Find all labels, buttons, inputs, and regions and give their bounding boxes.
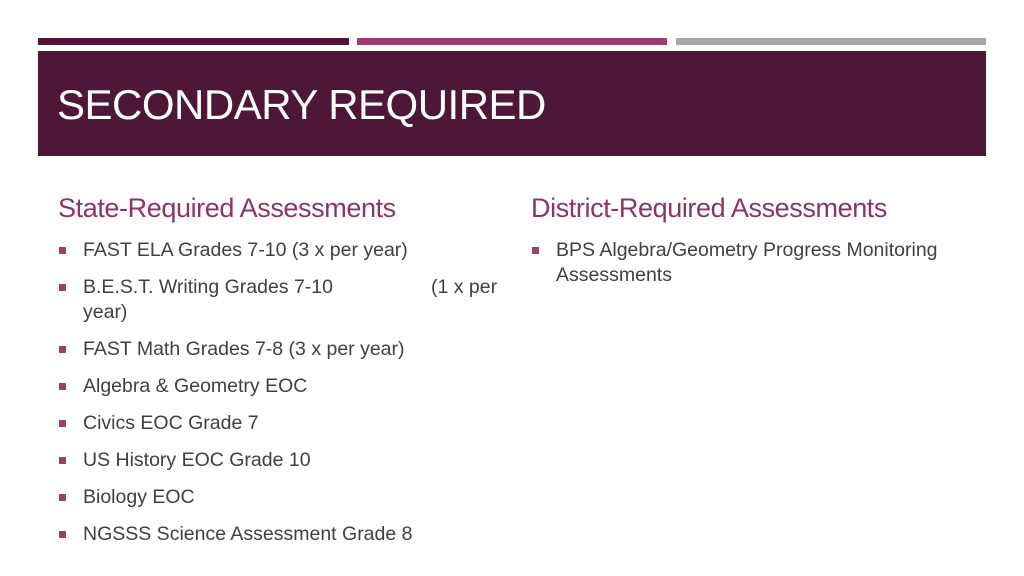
list-item-text: NGSSS Science Assessment Grade 8: [83, 523, 413, 546]
list-item-text: Civics EOC Grade 7: [83, 412, 259, 435]
list-item: [58, 337, 498, 362]
accent-bar-dark: [38, 38, 349, 45]
list-item: [58, 448, 498, 473]
state-required-column: [58, 192, 498, 559]
list-item: [58, 411, 498, 436]
square-bullet-icon: [59, 247, 66, 254]
district-required-heading: District-Required Assessments: [531, 193, 888, 223]
state-assessment-list: [58, 238, 498, 547]
square-bullet-icon: [59, 494, 66, 501]
list-item-text: US History EOC Grade 10: [83, 449, 311, 472]
list-item: [58, 522, 498, 547]
square-bullet-icon: [59, 383, 66, 390]
list-item-text: BPS Algebra/Geometry Progress Monitoring Assessments: [556, 239, 938, 287]
district-assessment-list: [531, 238, 981, 288]
square-bullet-icon: [59, 457, 66, 464]
list-item: [58, 485, 498, 510]
accent-bar-gray: [676, 38, 986, 45]
square-bullet-icon: [532, 247, 539, 254]
accent-bar-magenta: [357, 38, 667, 45]
list-item-text: FAST Math Grades 7-8 (3 x per year): [83, 338, 405, 361]
list-item-text: Biology EOC: [83, 486, 195, 509]
title-band: [38, 51, 986, 156]
list-item-text: B.E.S.T. Writing Grades 7-10: [83, 276, 333, 299]
list-item-frequency: (1 x per year): [83, 276, 498, 324]
state-required-heading: State-Required Assessments: [58, 193, 396, 223]
list-item: [531, 238, 981, 288]
list-item: [58, 374, 498, 399]
slide-title: SECONDARY REQUIRED: [57, 80, 546, 128]
list-item: [58, 238, 498, 263]
square-bullet-icon: [59, 531, 66, 538]
list-item-text: Algebra & Geometry EOC: [83, 375, 308, 398]
square-bullet-icon: [59, 420, 66, 427]
square-bullet-icon: [59, 346, 66, 353]
list-item-text: FAST ELA Grades 7-10 (3 x per year): [83, 239, 408, 262]
square-bullet-icon: [59, 284, 66, 291]
list-item: [58, 275, 498, 325]
district-required-column: [531, 192, 981, 300]
